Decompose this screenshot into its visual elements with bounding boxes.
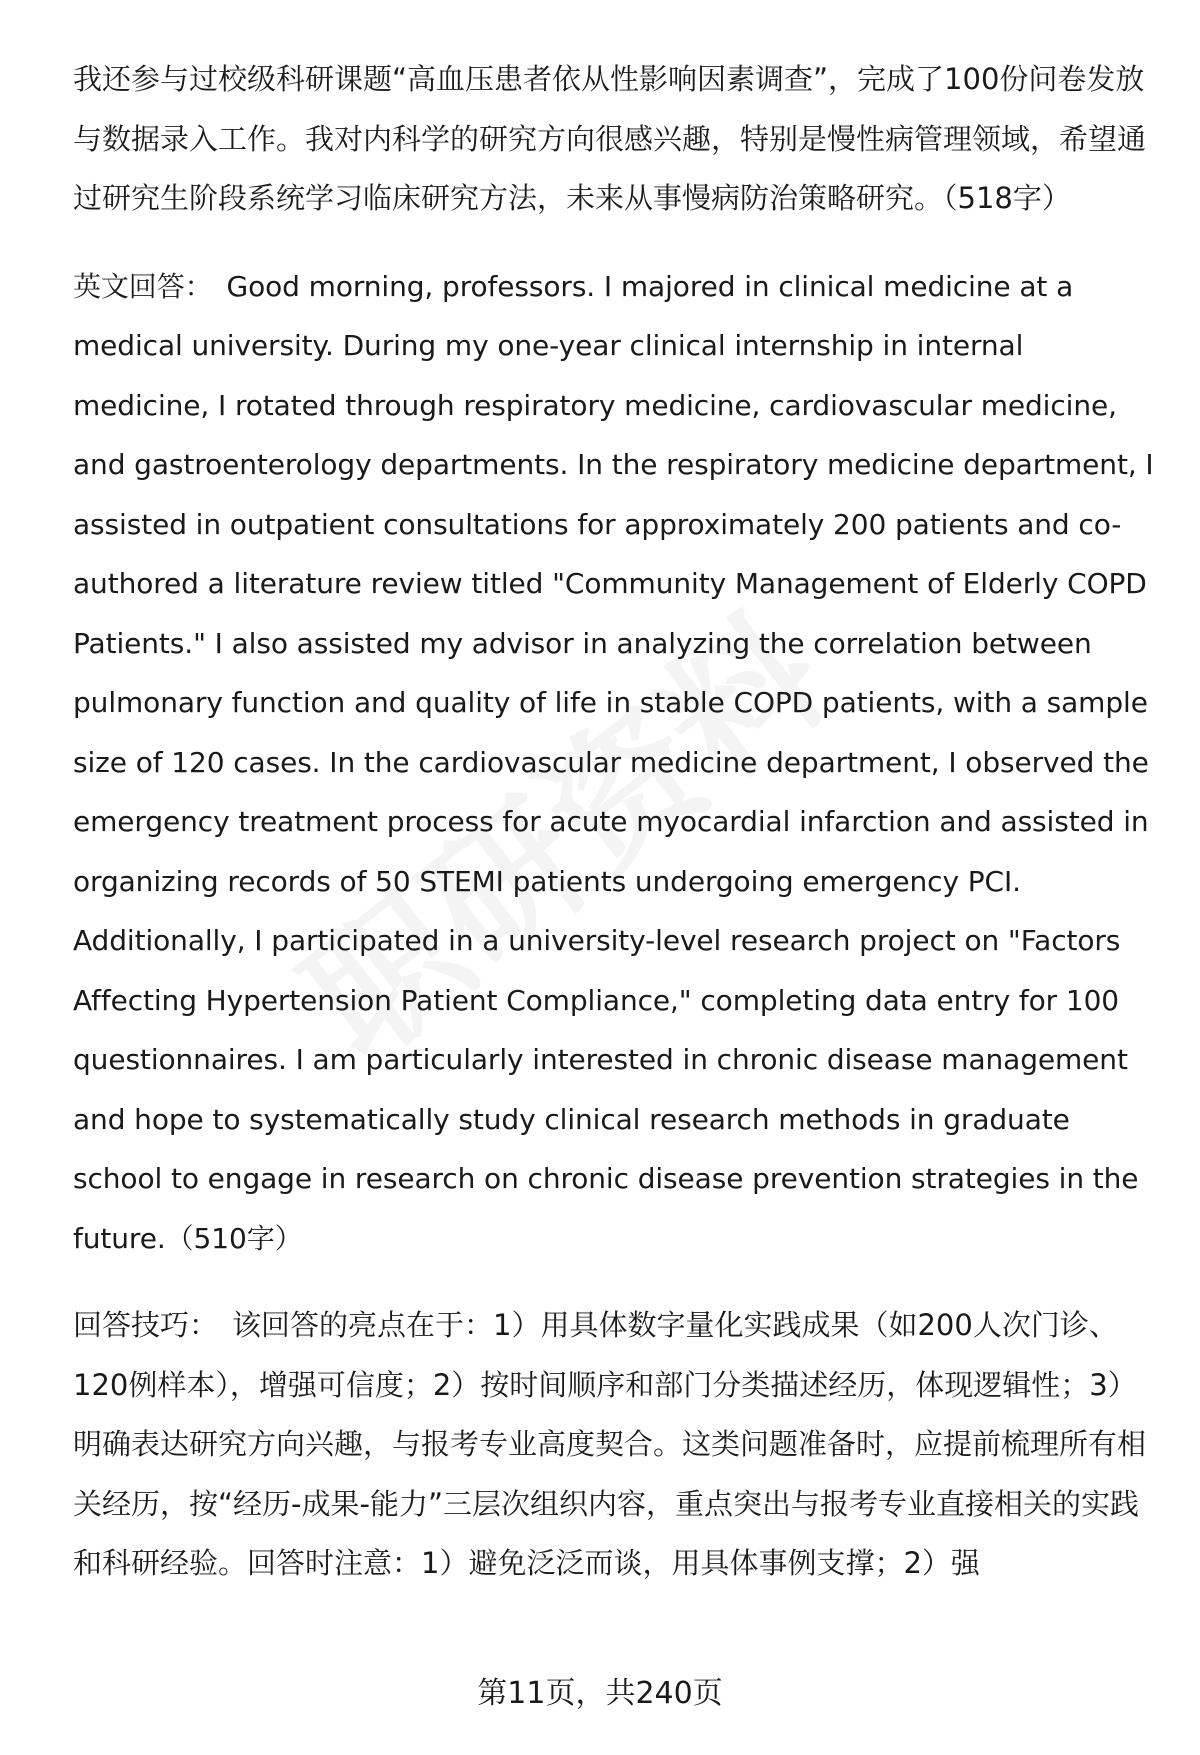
paragraph-tips xyxy=(73,1296,1163,1594)
english-answer-label: 英文回答： xyxy=(73,269,213,303)
tips-label: 回答技巧： xyxy=(73,1308,219,1342)
paragraph-intro-cn xyxy=(73,50,1163,229)
page-number: 第11页，共240页 xyxy=(477,1676,723,1711)
english-answer-text: Good morning, professors. I majored in clinical medicine at a medical university. During my one-year clinical internship in internal medicine, I rotated through respiratory medicine, cardiovascular medicine, and gastroenterology departments. In the respiratory medicine department, I assisted in outpatient consultations for approximately 200 patients and co-authored a literature review titled "Community Management of Elderly COPD Patients." I also assisted my advisor in analyzing the correlation between pulmonary function and quality of life in stable COPD patients, with a sample size of 120 cases. In the cardiovascular medicine department, I observed the emergency treatment process for acute myocardial infarction and assisted in organizing records of 50 STEMI patients undergoing emergency PCI. Additionally, I participated in a university-level research project on "Factors Affecting Hypertension Patient Compliance," completing data entry for 100 questionnaires. I am particularly interested in chronic disease management and hope to systematically study clinical research methods in graduate school to engage in research on chronic disease prevention strategies in the future.（510字） xyxy=(73,269,1154,1255)
document-body xyxy=(73,50,1163,1622)
paragraph-intro-cn-text: 我还参与过校级科研课题“高血压患者依从性影响因素调查”，完成了100份问卷发放与数据录入工作。我对内科学的研究方向很感兴趣，特别是慢性病管理领域，希望通过研究生阶段系统学习临床研究方法，未来从事慢病防治策略研究。（518字） xyxy=(73,62,1147,215)
tips-text: 该回答的亮点在于：1）用具体数字量化实践成果（如200人次门诊、120例样本），增强可信度；2）按时间顺序和部门分类描述经历，体现逻辑性；3）明确表达研究方向兴趣，与报考专业高度契合。这类问题准备时，应提前梳理所有相关经历，按“经历-成果-能力”三层次组织内容，重点突出与报考专业直接相关的实践和科研经验。回答时注意：1）避免泛泛而谈，用具体事例支撑；2）强 xyxy=(73,1308,1147,1580)
paragraph-english-answer xyxy=(73,257,1163,1269)
